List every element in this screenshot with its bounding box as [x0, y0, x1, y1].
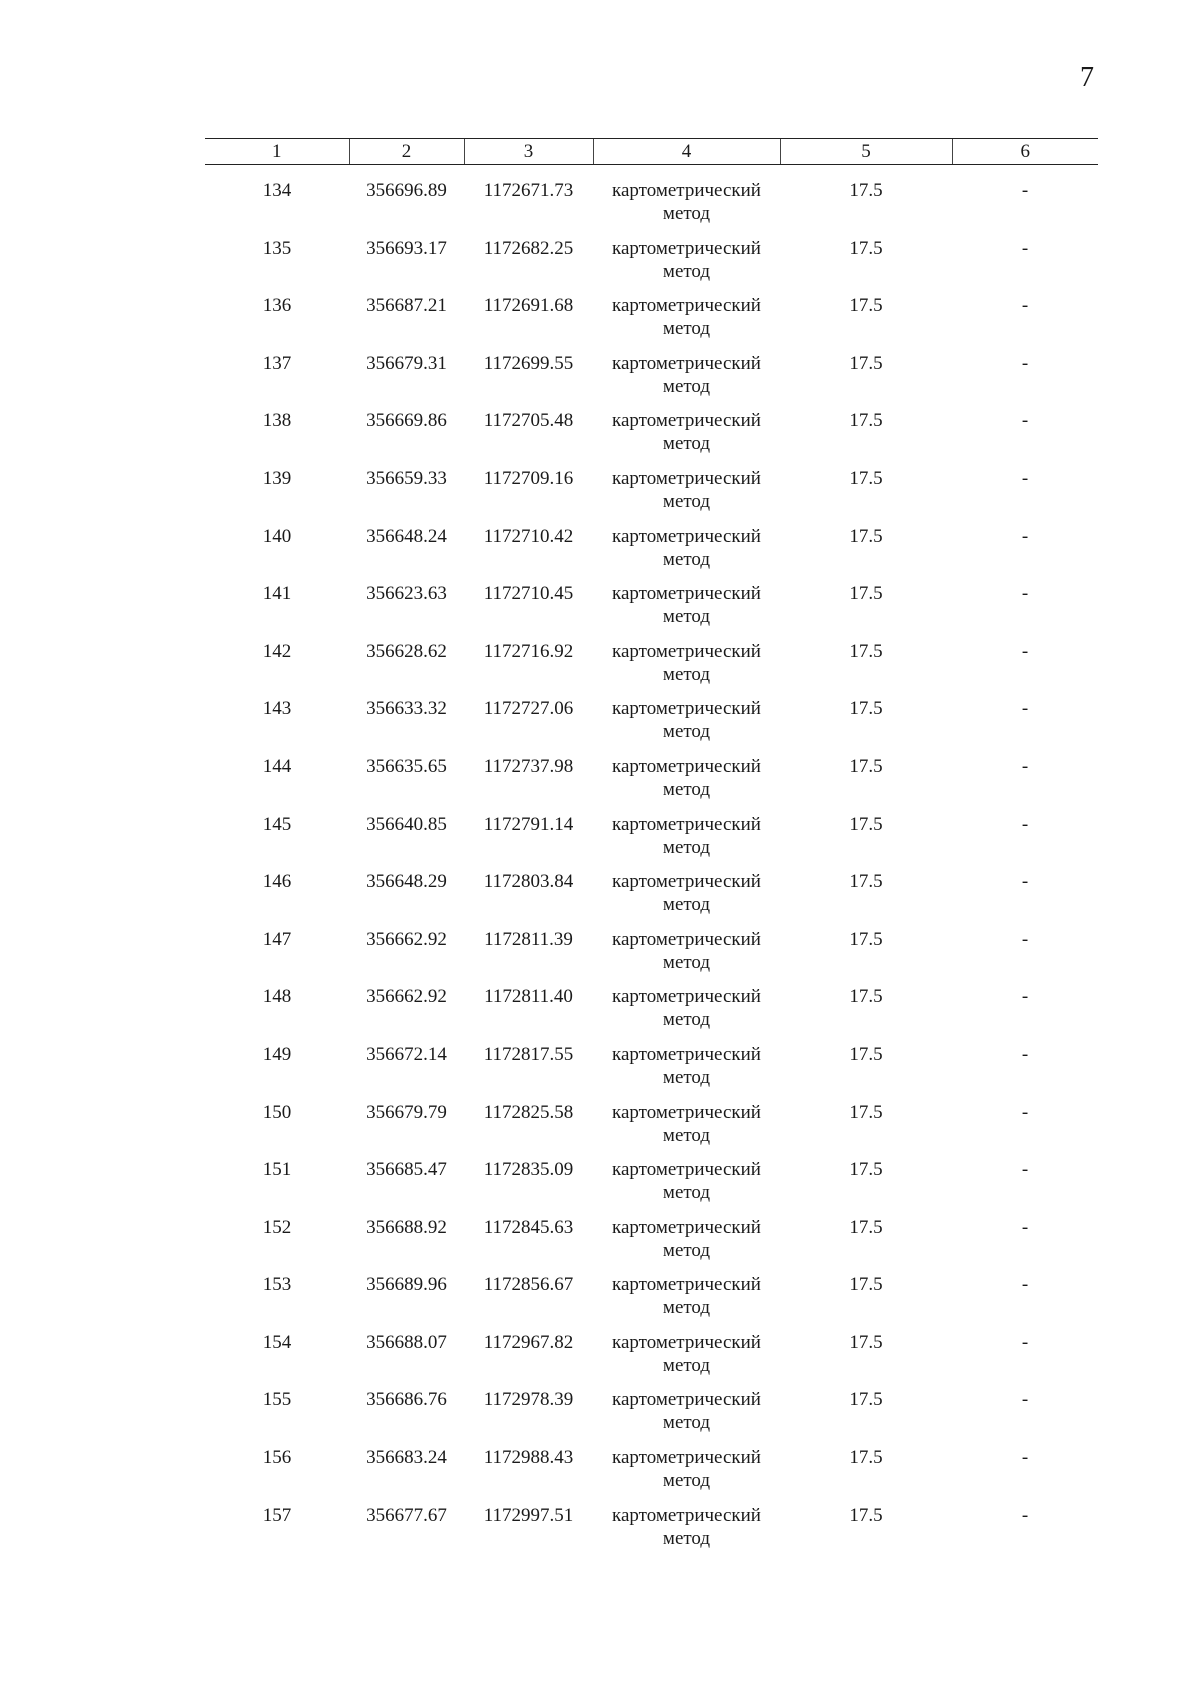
- accuracy-cell: 17.5: [849, 1504, 883, 1526]
- x-coordinate-cell: 356677.67: [366, 1504, 447, 1526]
- method-cell: [593, 352, 780, 410]
- coordinates-table: [205, 138, 1098, 1561]
- method-cell: [593, 1216, 780, 1274]
- table-row: [205, 813, 1098, 871]
- method-line-1: картометрический: [612, 583, 761, 605]
- method-line-1: картометрический: [612, 410, 761, 432]
- note-cell: -: [1021, 928, 1029, 950]
- method-line-1: картометрический: [612, 295, 761, 317]
- method-line-2: метод: [662, 1354, 711, 1376]
- method-cell: [593, 409, 780, 467]
- accuracy-cell: 17.5: [849, 352, 883, 374]
- table-row: [205, 697, 1098, 755]
- x-coordinate-cell: 356662.92: [366, 986, 447, 1008]
- method-line-1: картометрический: [612, 180, 761, 201]
- note-cell: -: [1021, 698, 1029, 720]
- y-coordinate-cell: 1172682.25: [483, 237, 574, 259]
- method-line-1: картометрический: [612, 755, 761, 777]
- accuracy-cell: 17.5: [849, 986, 883, 1008]
- x-coordinate-cell: 356648.29: [366, 871, 447, 893]
- y-coordinate-cell: 1172845.63: [483, 1216, 574, 1238]
- table-row: [205, 1388, 1098, 1446]
- y-coordinate-cell: 1172856.67: [483, 1274, 574, 1296]
- y-coordinate-cell: 1172710.42: [483, 525, 574, 547]
- note-cell: -: [1021, 813, 1029, 835]
- method-line-2: метод: [662, 721, 711, 743]
- accuracy-cell: 17.5: [849, 928, 883, 950]
- y-coordinate-cell: 1172705.48: [483, 410, 574, 432]
- method-line-2: метод: [662, 433, 711, 455]
- method-cell: [593, 1388, 780, 1446]
- accuracy-cell: 17.5: [849, 467, 883, 489]
- method-cell: [593, 928, 780, 986]
- note-cell: -: [1021, 1159, 1029, 1181]
- y-coordinate-cell: 1172803.84: [483, 871, 574, 893]
- method-line-1: картометрический: [612, 467, 761, 489]
- method-cell: [593, 640, 780, 698]
- point-number-cell: 146: [262, 871, 292, 893]
- point-number-cell: 156: [262, 1447, 292, 1469]
- method-cell: [593, 755, 780, 813]
- point-number-cell: 140: [262, 525, 292, 547]
- x-coordinate-cell: 356688.07: [366, 1331, 447, 1353]
- y-coordinate-cell: 1172817.55: [483, 1043, 574, 1065]
- x-coordinate-cell: 356685.47: [366, 1159, 447, 1181]
- note-cell: -: [1021, 755, 1029, 777]
- method-line-1: картометрический: [612, 928, 761, 950]
- point-number-cell: 150: [262, 1101, 292, 1123]
- method-line-2: метод: [662, 1297, 711, 1319]
- column-header-2: 2: [349, 139, 464, 165]
- point-number-cell: 157: [262, 1504, 292, 1526]
- method-line-1: картометрический: [612, 1389, 761, 1411]
- method-line-1: картометрический: [612, 1216, 761, 1238]
- point-number-cell: 135: [262, 237, 292, 259]
- method-line-1: картометрический: [612, 1504, 761, 1526]
- method-cell: [593, 813, 780, 871]
- y-coordinate-cell: 1172811.40: [484, 986, 573, 1008]
- method-line-2: метод: [662, 1009, 711, 1031]
- table-row: [205, 294, 1098, 352]
- accuracy-cell: 17.5: [849, 1216, 883, 1238]
- method-line-2: метод: [662, 1527, 711, 1549]
- y-coordinate-cell: 1172967.82: [483, 1331, 574, 1353]
- point-number-cell: 145: [262, 813, 292, 835]
- note-cell: -: [1021, 986, 1029, 1008]
- column-header-5: 5: [780, 139, 952, 165]
- method-line-2: метод: [662, 548, 711, 570]
- y-coordinate-cell: 1172727.06: [483, 698, 574, 720]
- method-line-1: картометрический: [612, 1447, 761, 1469]
- method-line-2: метод: [662, 1124, 711, 1146]
- method-line-1: картометрический: [612, 698, 761, 720]
- note-cell: -: [1021, 525, 1029, 547]
- page-number: 7: [1080, 62, 1094, 93]
- accuracy-cell: 17.5: [849, 1101, 883, 1123]
- method-line-1: картометрический: [612, 640, 761, 662]
- x-coordinate-cell: 356688.92: [366, 1216, 447, 1238]
- note-cell: -: [1021, 1389, 1029, 1411]
- x-coordinate-cell: 356623.63: [366, 583, 447, 605]
- method-line-1: картометрический: [612, 352, 761, 374]
- column-header-3: 3: [464, 139, 593, 165]
- method-cell: [593, 1043, 780, 1101]
- y-coordinate-cell: 1172791.14: [483, 813, 574, 835]
- point-number-cell: 137: [262, 352, 292, 374]
- accuracy-cell: 17.5: [849, 755, 883, 777]
- method-cell: [593, 1273, 780, 1331]
- x-coordinate-cell: 356679.31: [366, 352, 447, 374]
- table-row: [205, 640, 1098, 698]
- method-cell: [593, 870, 780, 928]
- x-coordinate-cell: 356648.24: [366, 525, 447, 547]
- y-coordinate-cell: 1172811.39: [484, 928, 573, 950]
- method-cell: [593, 467, 780, 525]
- note-cell: -: [1021, 583, 1029, 605]
- table-row: [205, 525, 1098, 583]
- table-row: [205, 165, 1098, 237]
- accuracy-cell: 17.5: [849, 1274, 883, 1296]
- table-row: [205, 1446, 1098, 1504]
- note-cell: -: [1021, 1331, 1029, 1353]
- table-row: [205, 352, 1098, 410]
- method-line-2: метод: [662, 1182, 711, 1204]
- method-cell: [593, 237, 780, 295]
- y-coordinate-cell: 1172737.98: [483, 755, 574, 777]
- method-line-2: метод: [662, 663, 711, 685]
- accuracy-cell: 17.5: [849, 237, 883, 259]
- method-line-1: картометрический: [612, 813, 761, 835]
- method-line-2: метод: [662, 490, 711, 512]
- point-number-cell: 141: [262, 583, 292, 605]
- x-coordinate-cell: 356659.33: [366, 467, 447, 489]
- y-coordinate-cell: 1172825.58: [483, 1101, 574, 1123]
- method-line-2: метод: [662, 1412, 711, 1434]
- method-cell: [593, 294, 780, 352]
- accuracy-cell: 17.5: [849, 1159, 883, 1181]
- accuracy-cell: 17.5: [849, 583, 883, 605]
- y-coordinate-cell: 1172709.16: [483, 467, 574, 489]
- table-row: [205, 1043, 1098, 1101]
- method-line-1: картометрический: [612, 1043, 761, 1065]
- accuracy-cell: 17.5: [849, 1447, 883, 1469]
- table-row: [205, 1101, 1098, 1159]
- accuracy-cell: 17.5: [849, 295, 883, 317]
- accuracy-cell: 17.5: [849, 640, 883, 662]
- note-cell: -: [1021, 1504, 1029, 1526]
- table-row: [205, 1216, 1098, 1274]
- table-row: [205, 928, 1098, 986]
- y-coordinate-cell: 1172716.92: [483, 640, 574, 662]
- accuracy-cell: 17.5: [849, 1331, 883, 1353]
- x-coordinate-cell: 356693.17: [366, 237, 447, 259]
- accuracy-cell: 17.5: [849, 1389, 883, 1411]
- note-cell: -: [1021, 237, 1029, 259]
- point-number-cell: 153: [262, 1274, 292, 1296]
- note-cell: -: [1021, 180, 1029, 201]
- column-header-1: 1: [205, 139, 349, 165]
- point-number-cell: 154: [262, 1331, 292, 1353]
- point-number-cell: 143: [262, 698, 292, 720]
- table-row: [205, 1273, 1098, 1331]
- accuracy-cell: 17.5: [849, 1043, 883, 1065]
- method-line-1: картометрический: [612, 237, 761, 259]
- accuracy-cell: 17.5: [849, 871, 883, 893]
- y-coordinate-cell: 1172699.55: [483, 352, 574, 374]
- method-line-2: метод: [662, 1066, 711, 1088]
- table-row: [205, 467, 1098, 525]
- method-cell: [593, 985, 780, 1043]
- x-coordinate-cell: 356696.89: [366, 180, 447, 201]
- method-line-2: метод: [662, 894, 711, 916]
- x-coordinate-cell: 356683.24: [366, 1447, 447, 1469]
- table-row: [205, 1331, 1098, 1389]
- y-coordinate-cell: 1172710.45: [483, 583, 574, 605]
- method-line-2: метод: [662, 778, 711, 800]
- table-row: [205, 985, 1098, 1043]
- table-row: [205, 870, 1098, 928]
- point-number-cell: 155: [262, 1389, 292, 1411]
- point-number-cell: 144: [262, 755, 292, 777]
- table-row: [205, 1158, 1098, 1216]
- method-line-2: метод: [662, 375, 711, 397]
- x-coordinate-cell: 356686.76: [366, 1389, 447, 1411]
- point-number-cell: 149: [262, 1043, 292, 1065]
- x-coordinate-cell: 356635.65: [366, 755, 447, 777]
- point-number-cell: 152: [262, 1216, 292, 1238]
- method-line-2: метод: [662, 1239, 711, 1261]
- y-coordinate-cell: 1172835.09: [483, 1159, 574, 1181]
- note-cell: -: [1021, 1216, 1029, 1238]
- x-coordinate-cell: 356662.92: [366, 928, 447, 950]
- table-row: [205, 582, 1098, 640]
- table-row: [205, 237, 1098, 295]
- y-coordinate-cell: 1172997.51: [483, 1504, 574, 1526]
- method-line-2: метод: [662, 1470, 711, 1492]
- point-number-cell: 142: [262, 640, 292, 662]
- method-line-1: картометрический: [612, 1331, 761, 1353]
- note-cell: -: [1021, 1447, 1029, 1469]
- method-line-2: метод: [662, 260, 711, 282]
- table-row: [205, 1504, 1098, 1562]
- method-cell: [593, 525, 780, 583]
- y-coordinate-cell: 1172691.68: [483, 295, 574, 317]
- x-coordinate-cell: 356640.85: [366, 813, 447, 835]
- x-coordinate-cell: 356689.96: [366, 1274, 447, 1296]
- accuracy-cell: 17.5: [849, 813, 883, 835]
- method-line-1: картометрический: [612, 871, 761, 893]
- x-coordinate-cell: 356687.21: [366, 295, 447, 317]
- method-line-1: картометрический: [612, 986, 761, 1008]
- method-cell: [593, 697, 780, 755]
- method-line-1: картометрический: [612, 1159, 761, 1181]
- method-cell: [593, 1101, 780, 1159]
- table-body: [205, 165, 1098, 1562]
- point-number-cell: 148: [262, 986, 292, 1008]
- method-cell: [593, 582, 780, 640]
- method-line-2: метод: [662, 836, 711, 858]
- note-cell: -: [1021, 1043, 1029, 1065]
- accuracy-cell: 17.5: [849, 180, 883, 201]
- note-cell: -: [1021, 1274, 1029, 1296]
- note-cell: -: [1021, 467, 1029, 489]
- x-coordinate-cell: 356633.32: [366, 698, 447, 720]
- y-coordinate-cell: 1172671.73: [483, 180, 574, 201]
- note-cell: -: [1021, 871, 1029, 893]
- x-coordinate-cell: 356669.86: [366, 410, 447, 432]
- point-number-cell: 147: [262, 928, 292, 950]
- accuracy-cell: 17.5: [849, 698, 883, 720]
- note-cell: -: [1021, 410, 1029, 432]
- method-line-1: картометрический: [612, 1101, 761, 1123]
- accuracy-cell: 17.5: [849, 525, 883, 547]
- column-header-4: 4: [593, 139, 780, 165]
- method-cell: [593, 1331, 780, 1389]
- point-number-cell: 139: [262, 467, 292, 489]
- note-cell: -: [1021, 352, 1029, 374]
- note-cell: -: [1021, 1101, 1029, 1123]
- y-coordinate-cell: 1172988.43: [483, 1447, 574, 1469]
- x-coordinate-cell: 356628.62: [366, 640, 447, 662]
- method-line-2: метод: [662, 606, 711, 628]
- point-number-cell: 138: [262, 410, 292, 432]
- accuracy-cell: 17.5: [849, 410, 883, 432]
- method-cell: [593, 1158, 780, 1216]
- point-number-cell: 136: [262, 295, 292, 317]
- method-cell: [593, 165, 780, 237]
- point-number-cell: 134: [262, 180, 292, 201]
- table-row: [205, 755, 1098, 813]
- method-line-1: картометрический: [612, 525, 761, 547]
- table-header: [205, 139, 1098, 165]
- x-coordinate-cell: 356679.79: [366, 1101, 447, 1123]
- note-cell: -: [1021, 295, 1029, 317]
- method-cell: [593, 1446, 780, 1504]
- method-line-2: метод: [662, 951, 711, 973]
- method-line-1: картометрический: [612, 1274, 761, 1296]
- x-coordinate-cell: 356672.14: [366, 1043, 447, 1065]
- note-cell: -: [1021, 640, 1029, 662]
- table-row: [205, 409, 1098, 467]
- column-header-6: 6: [952, 139, 1098, 165]
- method-line-2: метод: [662, 318, 711, 340]
- point-number-cell: 151: [262, 1159, 292, 1181]
- method-cell: [593, 1504, 780, 1562]
- method-line-2: метод: [662, 203, 711, 224]
- y-coordinate-cell: 1172978.39: [483, 1389, 574, 1411]
